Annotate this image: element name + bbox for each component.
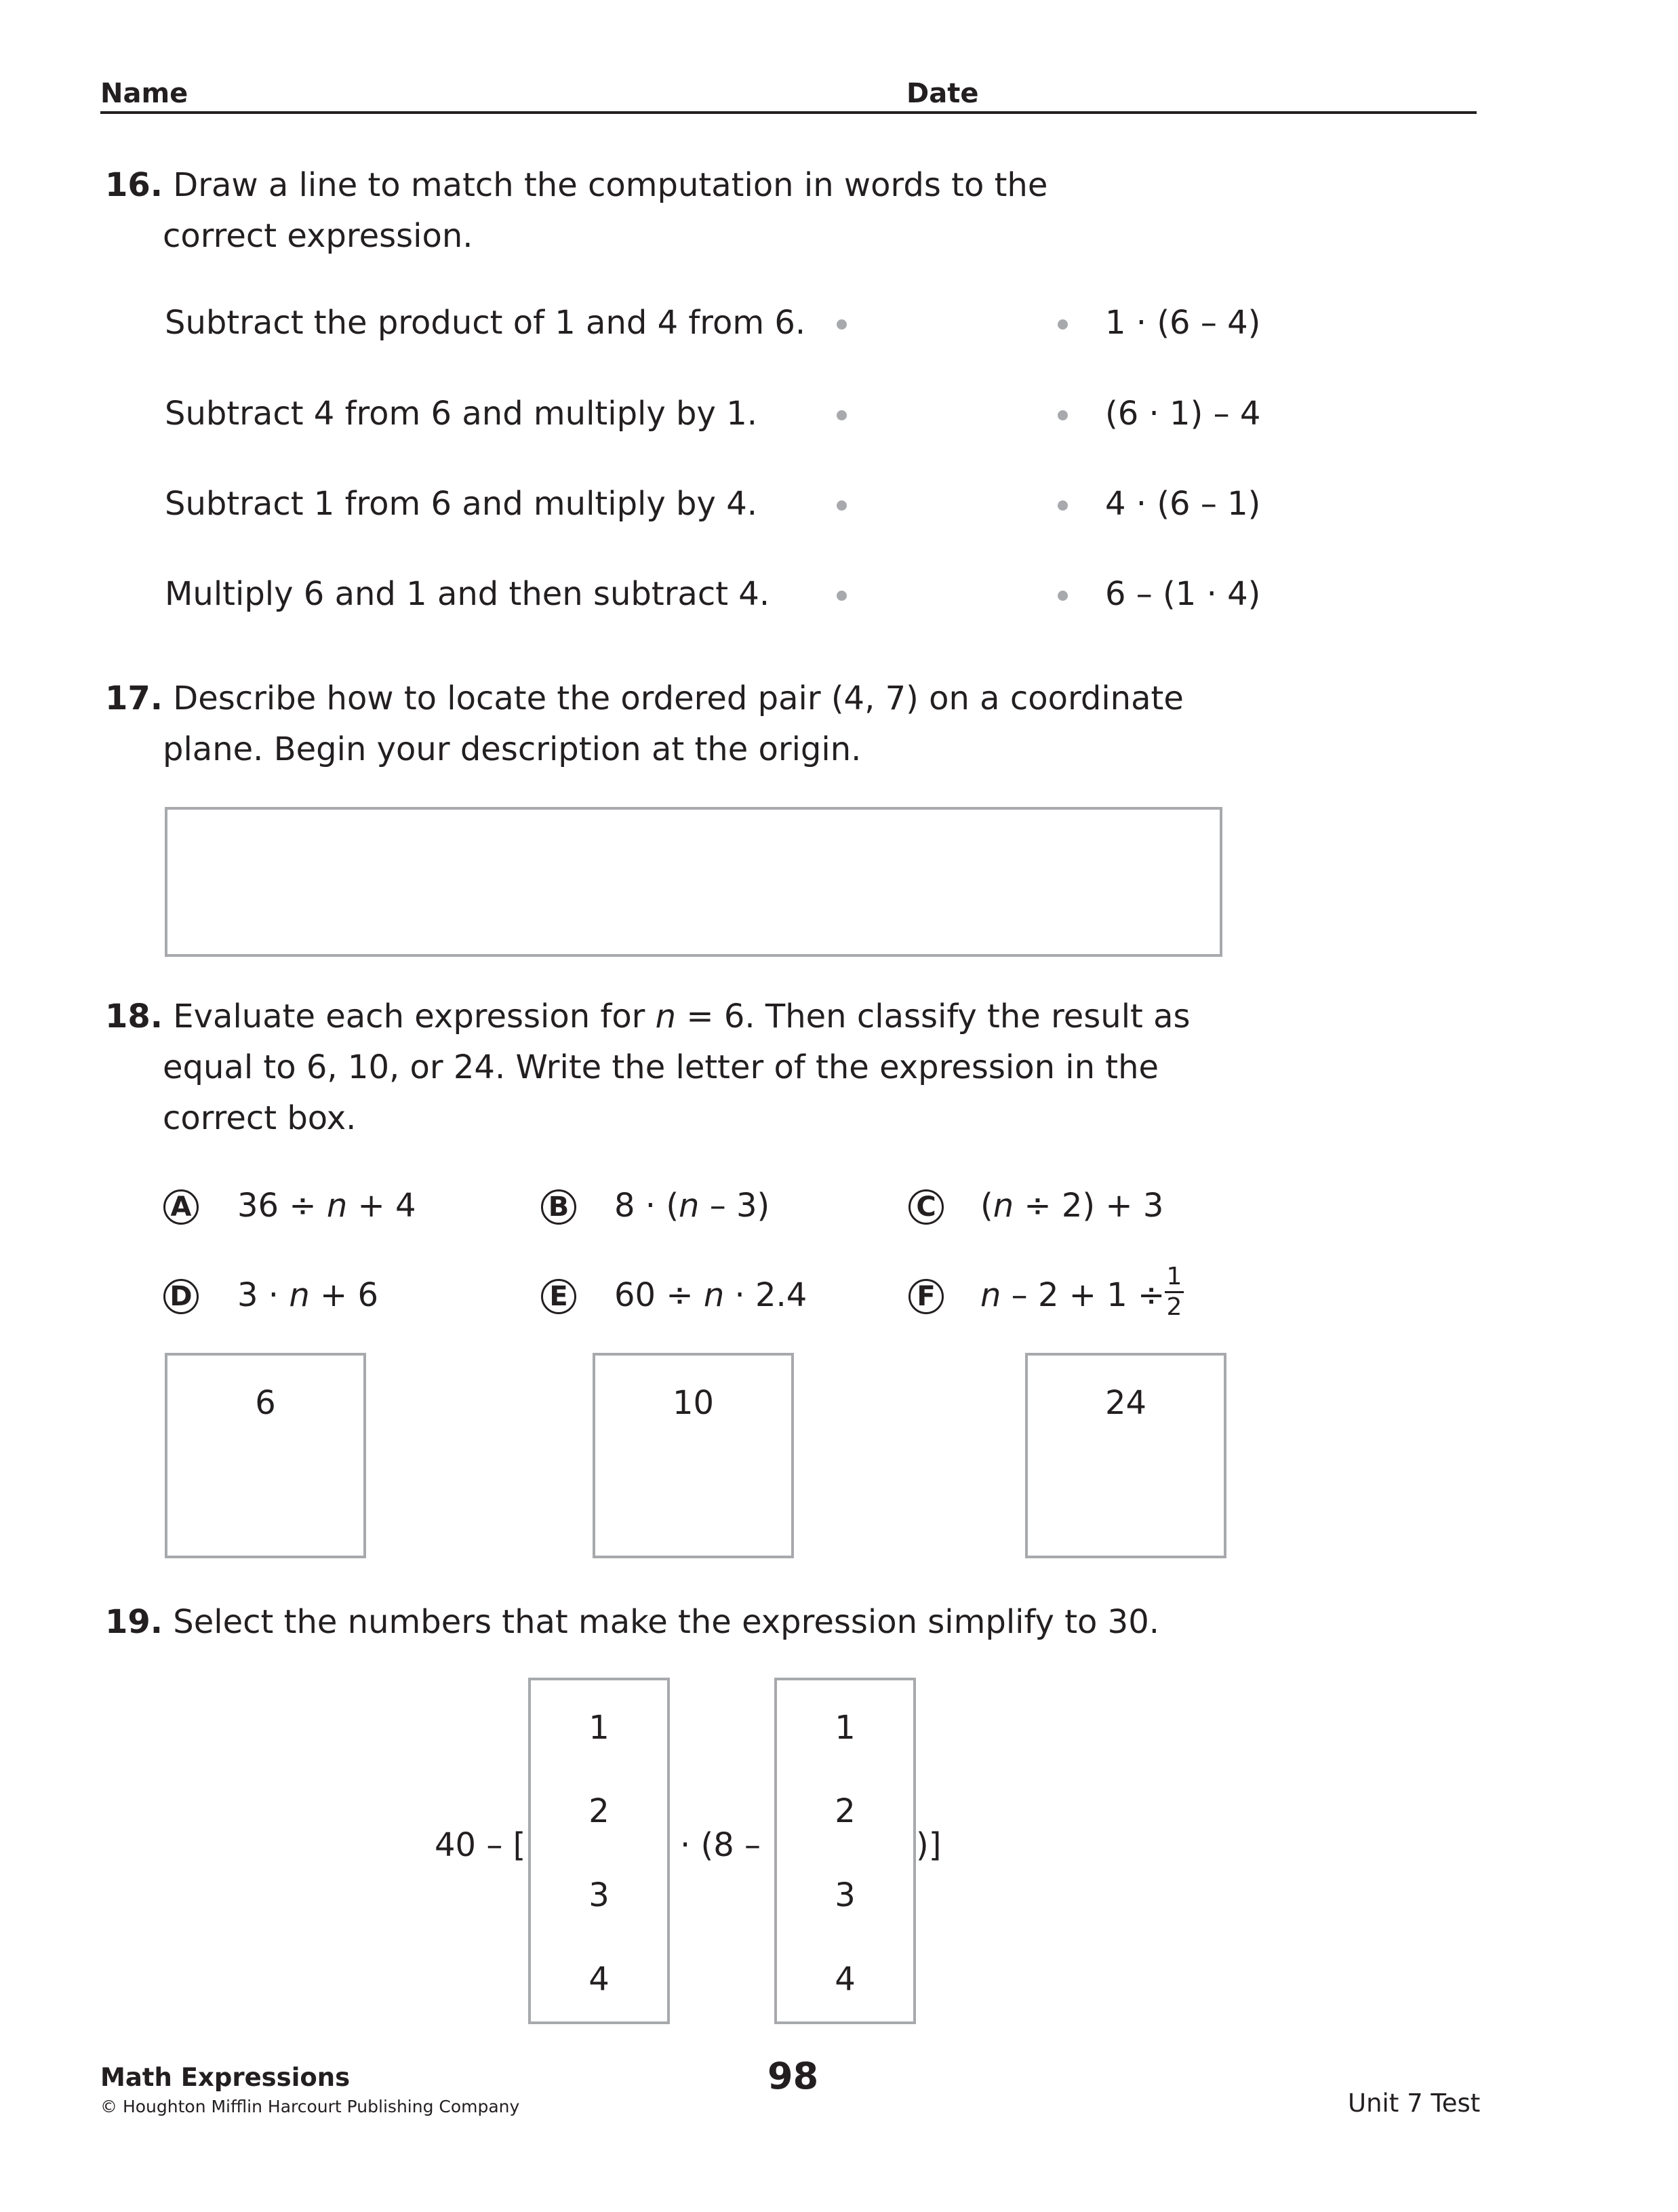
option-c-part2: ÷ 2) + 3 (1014, 1187, 1164, 1225)
option-c-expression (980, 1187, 1163, 1225)
option-a-var: n (326, 1187, 348, 1225)
q16-right-dot-4[interactable] (1058, 591, 1068, 601)
option-e-part1: 60 ÷ (614, 1276, 704, 1314)
footer-copyright: © Houghton Mifflin Harcourt Publishing Company (100, 2097, 520, 2116)
option-d-part1: 3 · (237, 1276, 289, 1314)
classify-box-24[interactable] (1025, 1353, 1226, 1558)
q18-line1-post: = 6. Then classify the result as (676, 998, 1191, 1035)
option-c-part1: ( (980, 1187, 993, 1225)
q19-choice1-option-2[interactable]: 2 (588, 1792, 610, 1830)
option-b-part1: 8 · ( (614, 1187, 679, 1225)
q18-line3: correct box. (163, 1099, 357, 1137)
q16-right-dot-2[interactable] (1058, 410, 1068, 420)
option-a-expression (237, 1187, 416, 1225)
header-rule (100, 111, 1477, 114)
q16-left-item-1: Subtract the product of 1 and 4 from 6. (165, 304, 806, 342)
footer-unit: Unit 7 Test (1348, 2089, 1481, 2118)
page-number: 98 (767, 2055, 819, 2097)
q19-choice1-option-3[interactable]: 3 (588, 1876, 610, 1914)
option-d-badge: D (163, 1279, 199, 1314)
classify-box-24-label: 24 (1104, 1384, 1147, 1422)
option-d-expression (237, 1276, 378, 1314)
q17-prompt (105, 673, 1184, 724)
q19-prompt (105, 1597, 1159, 1648)
q16-left-dot-1[interactable] (837, 319, 847, 330)
option-f-frac-num: 1 (1166, 1263, 1182, 1290)
q17-number: 17. (105, 679, 163, 717)
date-label: Date (906, 78, 979, 109)
classify-box-10[interactable] (593, 1353, 794, 1558)
q19-choice2-option-1[interactable]: 1 (835, 1709, 856, 1747)
option-f-badge: F (908, 1279, 944, 1314)
q16-right-dot-3[interactable] (1058, 500, 1068, 511)
option-f-frac-den: 2 (1166, 1293, 1182, 1321)
q16-left-dot-4[interactable] (837, 591, 847, 601)
q16-left-item-2: Subtract 4 from 6 and multiply by 1. (165, 395, 757, 433)
q18-line2: equal to 6, 10, or 24. Write the letter of the expression in the (163, 1048, 1159, 1086)
q16-right-item-2: (6 · 1) – 4 (1105, 395, 1261, 433)
option-e-var: n (703, 1276, 725, 1314)
q19-choice2-option-3[interactable]: 3 (835, 1876, 856, 1914)
q19-choice-column-1 (528, 1678, 670, 2024)
option-f-part2: – 2 + 1 ÷ (1001, 1276, 1165, 1314)
q18-line1-pre: Evaluate each expression for (173, 998, 656, 1035)
option-c-var: n (993, 1187, 1014, 1225)
q16-line1: Draw a line to match the computation in words to the (173, 166, 1048, 204)
classify-box-6[interactable] (165, 1353, 366, 1558)
q19-text: Select the numbers that make the expression simplify to 30. (173, 1603, 1159, 1641)
option-f-expression (980, 1276, 1165, 1314)
q19-choice2-option-2[interactable]: 2 (835, 1792, 856, 1830)
name-label: Name (100, 78, 188, 109)
q19-prefix: 40 – [ (435, 1826, 526, 1864)
q16-right-item-1: 1 · (6 – 4) (1105, 304, 1261, 342)
q19-choice1-option-4[interactable]: 4 (588, 1960, 610, 1998)
q17-line2: plane. Begin your description at the origin. (163, 730, 862, 768)
q16-number: 16. (105, 166, 163, 204)
q16-left-dot-2[interactable] (837, 410, 847, 420)
option-a-part1: 36 ÷ (237, 1187, 327, 1225)
q16-right-dot-1[interactable] (1058, 319, 1068, 330)
option-a-badge: A (163, 1189, 199, 1225)
q18-var-n: n (655, 998, 677, 1035)
option-e-badge: E (541, 1279, 576, 1314)
q19-middle: · (8 – (680, 1826, 761, 1864)
option-e-expression (614, 1276, 807, 1314)
q19-choice-column-2 (774, 1678, 916, 2024)
q19-choice1-option-1[interactable]: 1 (588, 1709, 610, 1747)
option-a-part2: + 4 (347, 1187, 416, 1225)
q18-number: 18. (105, 998, 163, 1035)
q16-left-item-3: Subtract 1 from 6 and multiply by 4. (165, 485, 757, 523)
q19-choice2-option-4[interactable]: 4 (835, 1960, 856, 1998)
option-c-badge: C (908, 1189, 944, 1225)
option-e-part2: · 2.4 (724, 1276, 807, 1314)
option-f-var: n (980, 1276, 1001, 1314)
option-b-part2: – 3) (699, 1187, 770, 1225)
footer-brand: Math Expressions (100, 2063, 351, 2092)
q17-answer-box[interactable] (165, 807, 1222, 957)
q16-right-item-4: 6 – (1 · 4) (1105, 575, 1261, 613)
option-b-badge: B (541, 1189, 576, 1225)
q16-left-dot-3[interactable] (837, 500, 847, 511)
q16-prompt (105, 160, 1047, 211)
q17-line1: Describe how to locate the ordered pair (4, 7) on a coordinate (173, 679, 1184, 717)
q19-suffix: )] (916, 1826, 942, 1864)
q16-left-item-4: Multiply 6 and 1 and then subtract 4. (165, 575, 770, 613)
option-b-var: n (679, 1187, 700, 1225)
q16-right-item-3: 4 · (6 – 1) (1105, 485, 1261, 523)
q16-line2: correct expression. (163, 217, 473, 255)
option-d-var: n (289, 1276, 310, 1314)
q18-prompt (105, 991, 1191, 1042)
q19-number: 19. (105, 1603, 163, 1641)
option-b-expression (614, 1187, 770, 1225)
classify-box-6-label: 6 (255, 1384, 276, 1422)
option-d-part2: + 6 (309, 1276, 379, 1314)
classify-box-10-label: 10 (672, 1384, 715, 1422)
